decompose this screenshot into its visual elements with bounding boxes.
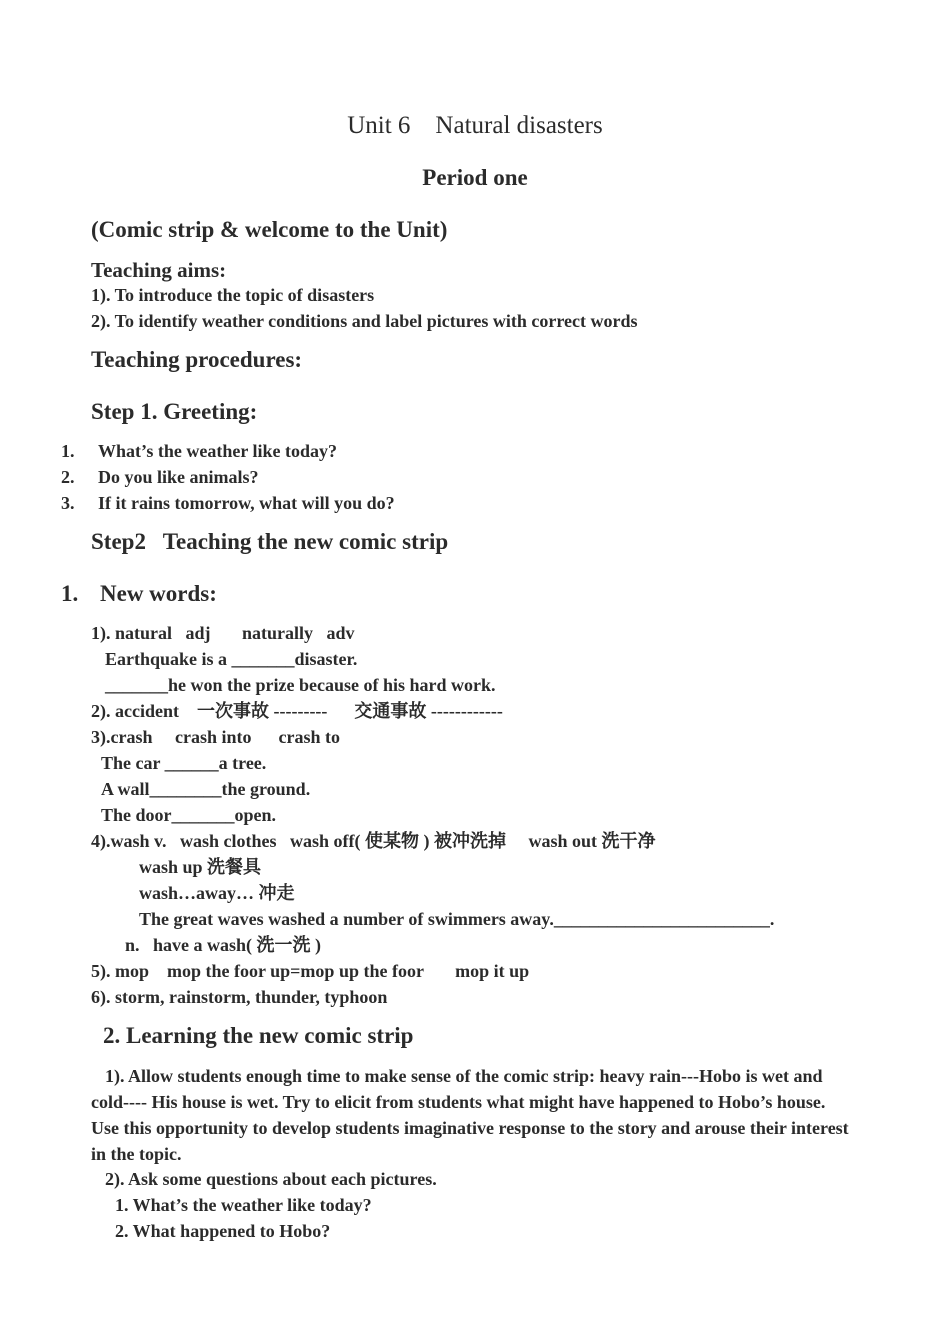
aim-item: 2). To identify weather conditions and label pictures with correct words [91,311,638,331]
new-words-number: 1. [61,581,79,606]
vocab-line: 4).wash v. wash clothes wash off( 使某物 ) 被冲洗掉 wash out 洗干净 [91,831,656,851]
greeting-item [61,492,395,514]
period-heading: Period one [422,165,528,190]
greeting-text: If it rains tomorrow, what will you do? [98,493,395,513]
vocab-line: The great waves washed a number of swimmers away.________________________. [139,909,775,929]
greeting-text: Do you like animals? [98,467,259,487]
greeting-item [61,466,259,488]
section2-paragraph: 1). Allow students enough time to make sense of the comic strip: heavy rain---Hobo is wet and cold---- His house is wet. Try to elicit from students what might have happened to Hobo’s house. Use this opportunity to develop students imaginative response to the story and arouse their interest in the topic. [91,1066,849,1164]
vocab-line: 5). mop mop the foor up=mop up the foor mop it up [91,961,530,981]
unit-title: Unit 6 Natural disasters [347,112,603,139]
greeting-number: 2. [61,467,75,487]
vocab-line: _______he won the prize because of his hard work. [105,675,496,695]
question-item: 2. What happened to Hobo? [115,1221,331,1241]
question-item: 1. What’s the weather like today? [115,1195,372,1215]
vocab-line: A wall________the ground. [101,779,311,799]
vocab-line: Earthquake is a _______disaster. [105,649,358,669]
vocab-line: The door_______open. [101,805,277,825]
vocab-line: The car ______a tree. [101,753,267,773]
procedures-heading: Teaching procedures: [91,347,303,372]
vocab-line: 6). storm, rainstorm, thunder, typhoon [91,987,388,1007]
greeting-number: 3. [61,493,75,513]
lesson-subtitle: (Comic strip & welcome to the Unit) [91,217,448,242]
vocab-line: wash up 洗餐具 [139,857,262,877]
new-words-heading [61,580,217,608]
vocab-line: 3).crash crash into crash to [91,727,340,747]
section2-heading: 2. Learning the new comic strip [103,1023,414,1048]
step2-heading: Step2 Teaching the new comic strip [91,529,449,554]
aim-item: 1). To introduce the topic of disasters [91,285,375,305]
new-words-label: New words: [100,581,217,606]
greeting-item [61,440,337,462]
vocab-line: wash…away… 冲走 [139,883,295,903]
vocab-line: 1). natural adj naturally adv [91,623,355,643]
vocab-line: 2). accident 一次事故 --------- 交通事故 ------------ [91,701,503,721]
vocab-line: n. have a wash( 洗一洗 ) [125,935,322,955]
aims-heading: Teaching aims: [91,258,227,282]
greeting-text: What’s the weather like today? [98,441,337,461]
section2-item: 2). Ask some questions about each pictures. [105,1169,437,1189]
step1-heading: Step 1. Greeting: [91,399,258,424]
greeting-number: 1. [61,441,75,461]
